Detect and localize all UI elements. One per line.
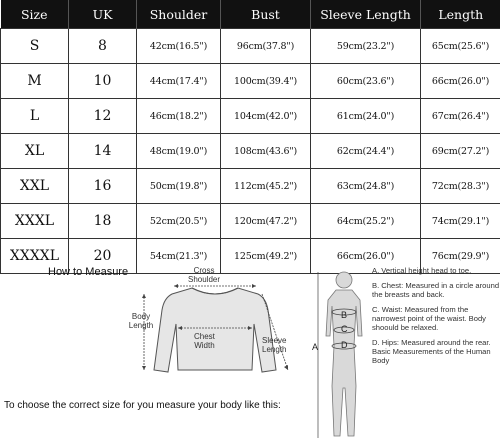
table-row bbox=[1, 204, 500, 239]
cell-uk: 18 bbox=[69, 204, 137, 239]
cell-bust: 120cm(47.2") bbox=[221, 204, 311, 239]
cell-bust: 112cm(45.2") bbox=[221, 169, 311, 204]
cell-size: XXL bbox=[1, 169, 69, 204]
cell-sleeve-length: 59cm(23.2") bbox=[311, 29, 421, 64]
cell-shoulder: 50cm(19.8") bbox=[137, 169, 221, 204]
chest-width-label: Chest Width bbox=[194, 332, 215, 350]
figure-letter-b: B bbox=[341, 310, 347, 320]
header-length: Length bbox=[421, 0, 500, 29]
cell-bust: 125cm(49.2") bbox=[221, 239, 311, 274]
cell-size: L bbox=[1, 99, 69, 134]
cell-bust: 96cm(37.8") bbox=[221, 29, 311, 64]
table-row bbox=[1, 64, 500, 99]
table-row bbox=[1, 99, 500, 134]
cell-sleeve-length: 61cm(24.0") bbox=[311, 99, 421, 134]
header-shoulder: Shoulder bbox=[137, 0, 221, 29]
choose-size-instruction: To choose the correct size for you measure your body like this: bbox=[4, 400, 281, 411]
cell-shoulder: 48cm(19.0") bbox=[137, 134, 221, 169]
cell-size: XXXL bbox=[1, 204, 69, 239]
cell-shoulder: 46cm(18.2") bbox=[137, 99, 221, 134]
cell-length: 65cm(25.6") bbox=[421, 29, 500, 64]
cell-sleeve-length: 63cm(24.8") bbox=[311, 169, 421, 204]
cell-shoulder: 52cm(20.5") bbox=[137, 204, 221, 239]
cell-length: 69cm(27.2") bbox=[421, 134, 500, 169]
cross-shoulder-label: Cross Shoulder bbox=[188, 266, 220, 284]
cell-length: 67cm(26.4") bbox=[421, 99, 500, 134]
table-row bbox=[1, 29, 500, 64]
cell-uk: 14 bbox=[69, 134, 137, 169]
table-header-row bbox=[1, 0, 500, 29]
table-row bbox=[1, 169, 500, 204]
cell-uk: 8 bbox=[69, 29, 137, 64]
note-d: D. Hips: Measured around the rear. Basic Measurements of the Human Body bbox=[372, 338, 500, 365]
cell-sleeve-length: 66cm(26.0") bbox=[311, 239, 421, 274]
cell-sleeve-length: 64cm(25.2") bbox=[311, 204, 421, 239]
human-body-icon bbox=[312, 266, 372, 444]
measurement-notes bbox=[372, 266, 500, 371]
body-figure-diagram bbox=[312, 266, 372, 444]
figure-letter-d: D bbox=[341, 340, 348, 350]
cell-uk: 10 bbox=[69, 64, 137, 99]
cell-size: M bbox=[1, 64, 69, 99]
note-a: A. Vertical height head to toe. bbox=[372, 266, 500, 275]
cell-size: XL bbox=[1, 134, 69, 169]
table-row bbox=[1, 134, 500, 169]
cell-length: 74cm(29.1") bbox=[421, 204, 500, 239]
header-uk: UK bbox=[69, 0, 137, 29]
cell-uk: 12 bbox=[69, 99, 137, 134]
cell-uk: 16 bbox=[69, 169, 137, 204]
header-bust: Bust bbox=[221, 0, 311, 29]
cell-shoulder: 42cm(16.5") bbox=[137, 29, 221, 64]
cell-bust: 100cm(39.4") bbox=[221, 64, 311, 99]
body-length-label: Body Length bbox=[126, 312, 156, 330]
cell-sleeve-length: 60cm(23.6") bbox=[311, 64, 421, 99]
note-c: C. Waist: Measured from the narrowest point of the waist. Body shoould be relaxed. bbox=[372, 305, 500, 332]
cell-length: 76cm(29.9") bbox=[421, 239, 500, 274]
cell-shoulder: 54cm(21.3") bbox=[137, 239, 221, 274]
measurement-guide bbox=[0, 260, 500, 447]
header-size: Size bbox=[1, 0, 69, 29]
cell-size: XXXXL bbox=[1, 239, 69, 274]
cell-sleeve-length: 62cm(24.4") bbox=[311, 134, 421, 169]
sleeve-length-label: Sleeve Length bbox=[262, 336, 286, 354]
note-b: B. Chest: Measured in a circle around the breasts and back. bbox=[372, 281, 500, 299]
cell-size: S bbox=[1, 29, 69, 64]
cell-shoulder: 44cm(17.4") bbox=[137, 64, 221, 99]
cell-length: 72cm(28.3") bbox=[421, 169, 500, 204]
header-sleeve-length: Sleeve Length bbox=[311, 0, 421, 29]
cell-length: 66cm(26.0") bbox=[421, 64, 500, 99]
how-to-measure-title: How to Measure bbox=[48, 266, 128, 278]
cell-uk: 20 bbox=[69, 239, 137, 274]
cell-bust: 104cm(42.0") bbox=[221, 99, 311, 134]
cell-bust: 108cm(43.6") bbox=[221, 134, 311, 169]
figure-letter-a: A bbox=[312, 342, 318, 352]
figure-letter-c: C bbox=[341, 324, 348, 334]
sweater-diagram bbox=[130, 266, 300, 378]
